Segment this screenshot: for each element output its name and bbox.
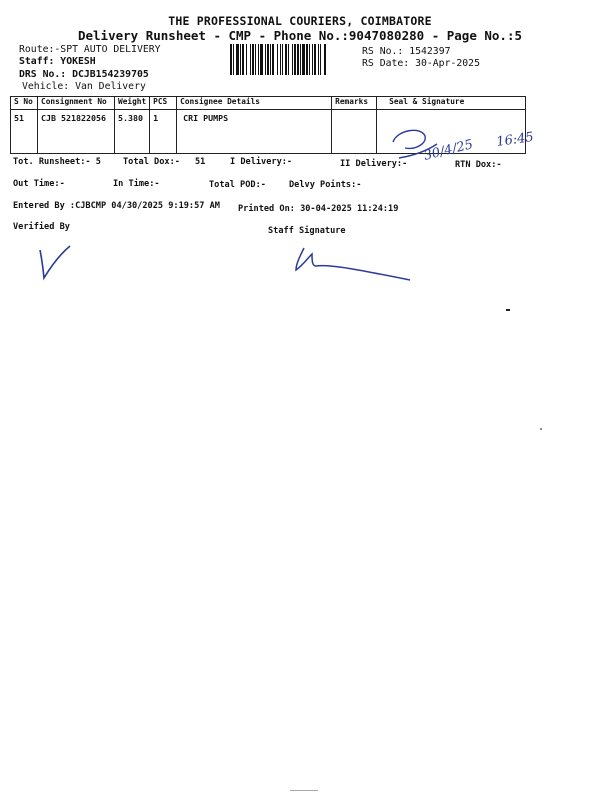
ii-delivery: II Delivery:- [340,159,408,169]
scan-speck [290,790,318,791]
rs-no-line [362,46,451,57]
printed-on: Printed On: 30-04-2025 11:24:19 [238,204,399,214]
cell-weight: 5.380 [115,110,150,154]
tot-runsheet: Tot. Runsheet:- 5 [13,157,101,167]
i-delivery: I Delivery:- [230,157,293,167]
rs-date-label: RS Date: [362,58,410,69]
rs-no-value: 1542397 [409,46,451,57]
route-value: SPT AUTO DELIVERY [60,44,161,55]
col-header-weight: Weight [115,97,150,110]
cell-remarks [332,110,377,154]
col-header-sno: S No [11,97,38,110]
col-header-remarks: Remarks [332,97,377,110]
company-name: THE PROFESSIONAL COURIERS, COIMBATORE [168,14,432,28]
rs-date-value: 30-Apr-2025 [415,58,480,69]
in-time: In Time:- [113,179,160,189]
scan-speck [540,428,542,430]
seal-date-text: 30/4/25 [422,137,475,164]
staff-value: YOKESH [60,56,96,67]
cell-consignment: CJB 521822056 [38,110,115,154]
route-label: Route:- [19,44,61,55]
col-header-consignee: Consignee Details [177,97,332,110]
runsheet-title: Delivery Runsheet - CMP - Phone No.:9047080280 - Page No.:5 [77,28,522,43]
scan-speck [506,309,510,311]
rtn-dox: RTN Dox:- [455,160,502,170]
drs-value: DCJB154239705 [72,69,149,80]
entered-by: Entered By :CJBCMP 04/30/2025 9:19:57 AM [13,201,220,211]
total-dox-value: 51 [195,157,206,167]
seal-time-text: 16:45 [495,129,535,150]
cell-pcs: 1 [150,110,177,154]
verified-signature-mark [30,238,80,283]
vehicle-value: Van Delivery [75,81,146,92]
rs-date-line [362,58,480,69]
cell-consignee: CRI PUMPS [177,110,332,154]
vehicle-line [22,81,146,92]
col-header-seal: Seal & Signature [377,97,526,110]
verified-by-label: Verified By [13,222,70,232]
col-header-consignment: Consignment No [38,97,115,110]
rs-no-label: RS No.: [362,46,404,57]
cell-sno: 51 [11,110,38,154]
total-dox-label: Total Dox:- [123,157,180,167]
drs-line [19,69,149,80]
barcode-image [230,44,355,75]
total-pod: Total POD:- [209,180,266,190]
col-header-pcs: PCS [150,97,177,110]
staff-signature-label: Staff Signature [268,226,346,236]
drs-label: DRS No.: [19,69,67,80]
table-header-row [11,97,526,110]
staff-line [19,56,96,67]
out-time: Out Time:- [13,179,65,189]
staff-label: Staff: [19,56,55,67]
vehicle-label: Vehicle: [22,81,70,92]
delvy-points: Delvy Points:- [289,180,362,190]
route-line [19,44,161,55]
staff-signature-mark [290,240,430,285]
